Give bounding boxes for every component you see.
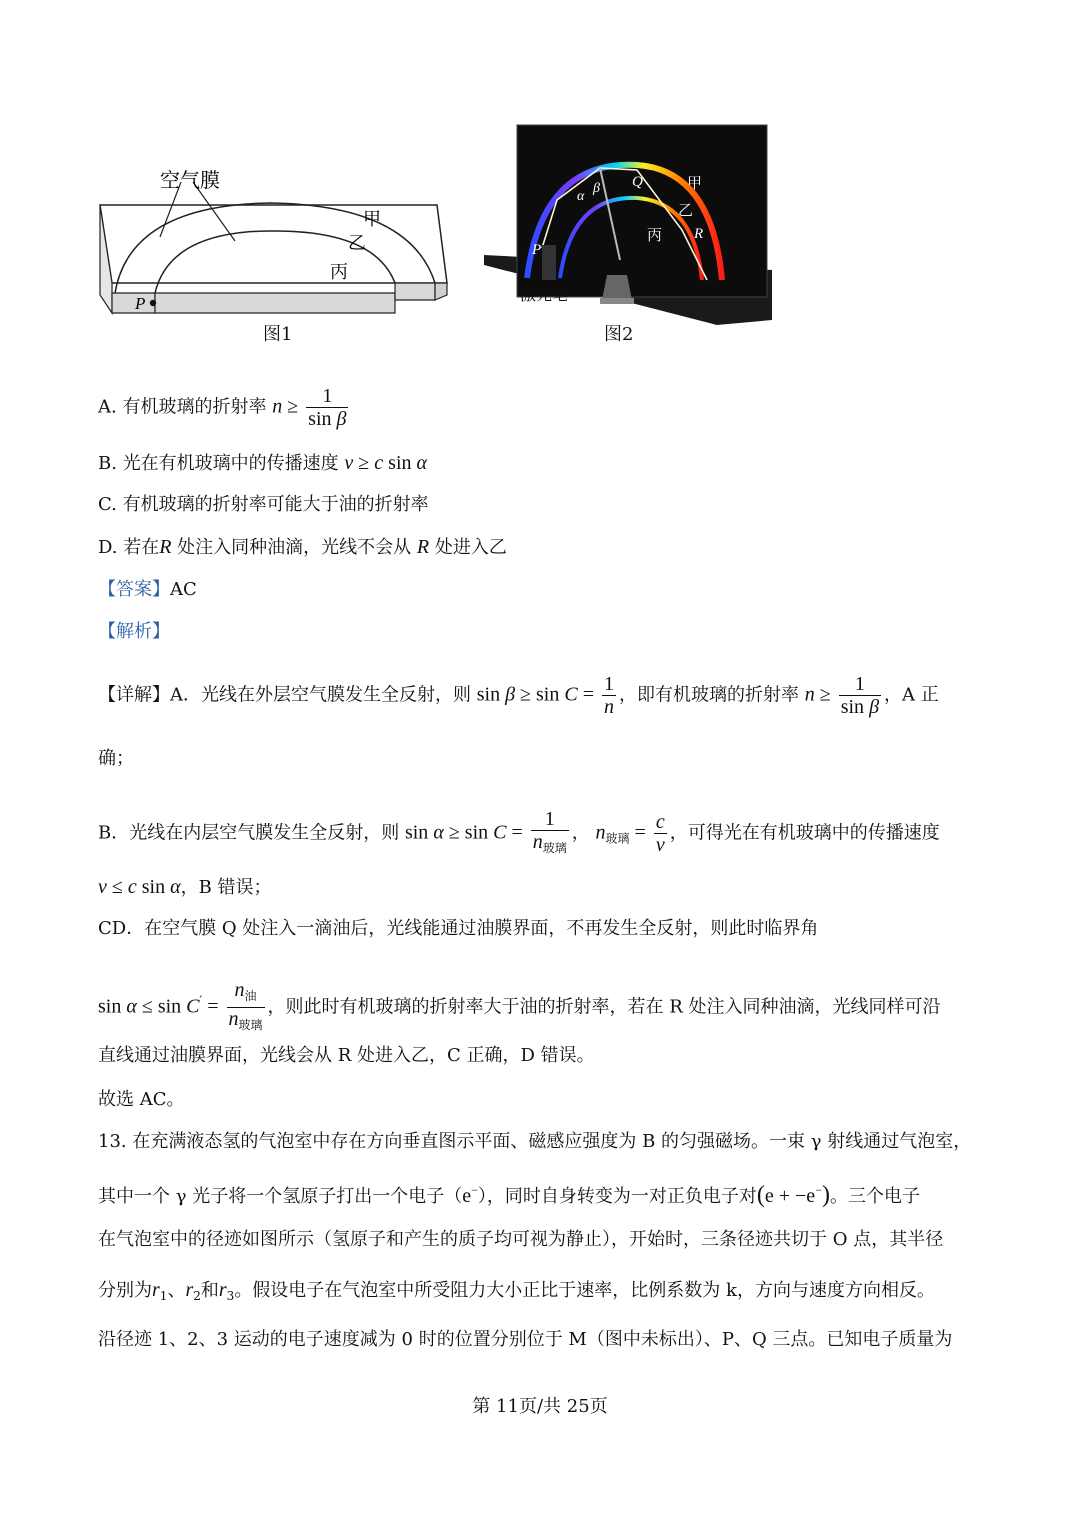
option-c: C. 有机玻璃的折射率可能大于油的折射率 — [98, 494, 429, 515]
q13-line-1: 13. 在充满液态氢的气泡室中存在方向垂直图示平面、磁感应强度为 B 的匀强磁场。一束 γ 射线通过气泡室， — [98, 1131, 972, 1152]
answer-bracket: 【答案】 — [98, 579, 170, 600]
q13-line-2: 其中一个 γ 光子将一个氢原子打出一个电子（e−），同时自身转变为一对正负电子对(e + −e−)。三个电子 — [98, 1182, 920, 1208]
q13-line-5: 沿径迹 1、2、3 运动的电子速度减为 0 时的位置分别位于 M（图中未标出）、P、Q 三点。已知电子质量为 — [98, 1329, 953, 1350]
detail-b: B．光线在内层空气膜发生全反射，则 sin α ≥ sin C = $\frac{1}{n_{玻璃}}$ ， $n_{玻璃}$ = $\frac{c}{v}$ ，可得光在有机玻璃中的传播速度 — [98, 808, 940, 859]
detail-a: 【详解】A．光线在外层空气膜发生全反射，则 sin β ≥ sin C = $\frac{1}{n}$ ，即有机玻璃的折射率 n ≥ $\frac{1}{\text{sin β}}$ ，A 正 — [98, 673, 939, 718]
label-jia-2: 甲 — [687, 174, 703, 192]
detail-cd-1: CD．在空气膜 Q 处注入一滴油后，光线能通过油膜界面，不再发生全反射，则此时临界角 — [98, 918, 819, 939]
figure-2-caption: 图2 — [604, 324, 634, 345]
label-air-film: 空气膜 — [160, 168, 220, 192]
detail-b-cont: v ≤ c sin α，B 错误； — [98, 876, 272, 898]
label-q: Q — [632, 174, 643, 190]
q13-line-4: 分别为$r_1$、$r_2$和$r_3$。假设电子在气泡室中所受阻力大小正比于速率，比例系数为 k，方向与速度方向相反。 — [98, 1279, 935, 1303]
detail-cd-2: sin α ≤ sin C′ = $\frac{n_油}{n_{玻璃}}$ ，则此时有机玻璃的折射率大于油的折射率，若在 R 处注入同种油滴，光线同样可沿 — [98, 979, 941, 1036]
option-d: D. 若在R 处注入同种油滴，光线不会从 R 处进入乙 — [98, 536, 507, 558]
detail-a-cont: 确； — [98, 748, 134, 769]
analysis-heading: 【解析】 — [98, 621, 170, 642]
label-bing: 丙 — [330, 262, 348, 283]
label-yi-2: 乙 — [678, 201, 694, 219]
label-beta: β — [593, 181, 600, 196]
label-jia: 甲 — [363, 209, 381, 230]
label-yi: 乙 — [348, 233, 366, 254]
q13-line-3: 在气泡室中的径迹如图所示（氢原子和产生的质子均可视为静止），开始时，三条径迹共切于 O 点，其半径 — [98, 1229, 944, 1250]
label-alpha: α — [577, 189, 585, 204]
answer-value: AC — [170, 579, 197, 600]
page-footer: 第 11页/共 25页 — [472, 1396, 608, 1417]
figure-2-photo — [482, 120, 772, 328]
figure-1-diagram — [95, 165, 460, 320]
option-b: B. 光在有机玻璃中的传播速度 v ≥ c sin α — [98, 452, 428, 474]
detail-conclusion: 故选 AC。 — [98, 1089, 185, 1110]
figure-1-caption: 图1 — [263, 324, 293, 345]
answer-line — [98, 578, 197, 602]
label-laser: 激光笔 — [520, 285, 569, 304]
label-r: R — [694, 226, 704, 242]
label-p-2: P — [532, 242, 542, 258]
detail-cd-3: 直线通过油膜界面，光线会从 R 处进入乙，C 正确，D 错误。 — [98, 1045, 595, 1066]
label-bing-2: 丙 — [647, 226, 663, 244]
label-p: P — [135, 294, 146, 313]
option-a: A. 有机玻璃的折射率 n ≥ $\frac{1}{\text{sin β}}$ — [98, 385, 347, 430]
